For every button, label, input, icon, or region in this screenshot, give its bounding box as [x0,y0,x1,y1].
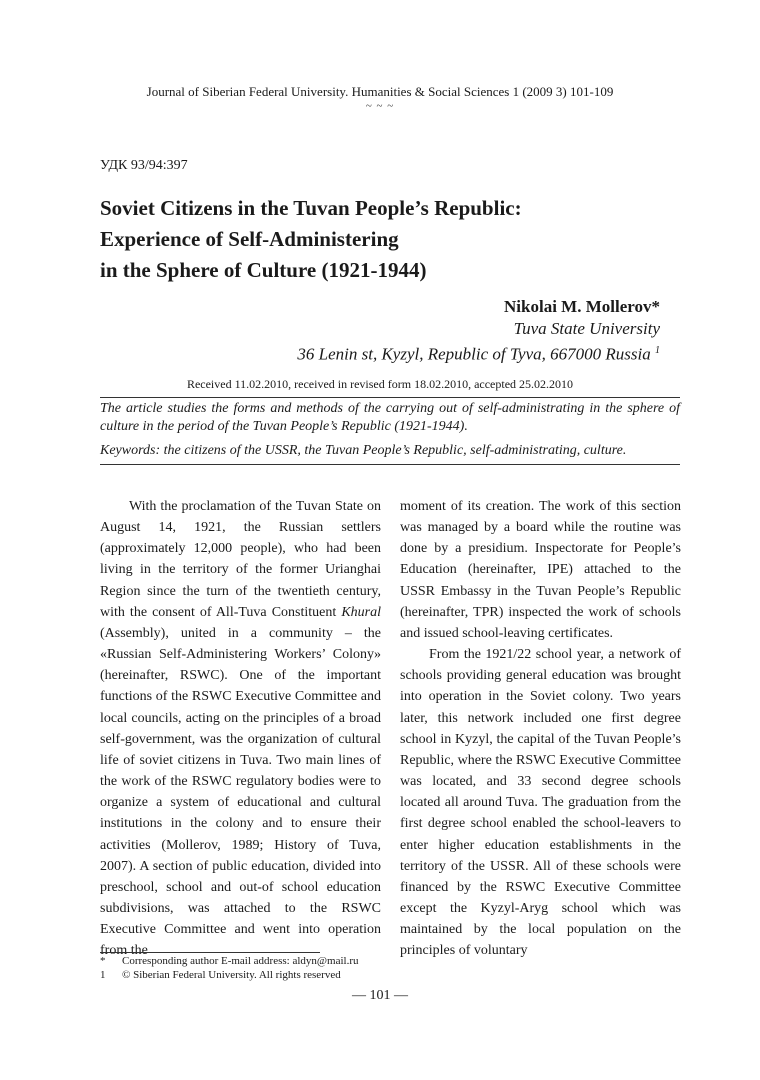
abstract: The article studies the forms and methods of the carrying out of self-administrating in the sphere of culture in the period of the Tuvan People’s Republic (1921-1944). [100,401,680,434]
body-paragraph [100,496,381,961]
khural-term: Khural [341,604,381,620]
abstract-bottom-rule [100,464,680,465]
footnote [100,955,359,968]
footnote-text: © Siberian Federal University. All rights reserved [122,969,341,981]
title-line-3: in the Sphere of Culture (1921-1944) [100,258,427,282]
address-footnote-mark: 1 [655,345,660,356]
col1-text-b: (Assembly), united in a community – the «Russian Self-Administering Workers’ Colony» (hereinafter, RSWC). One of the important functions of the RSWC Executive Committee and local councils, acting on the principles of a broad self-government, was the organization of cultural life of soviet citizens in Tuva. Two main lines of the work of the RSWC regulatory bodies were to organize a system of educational and cultural institutions in the colony and to ensure their activities (Mollerov, 1989; History of Tuva, 2007). A section of public education, divided into preschool, school and out-of school education subdivisions, was attached to the RSWC Executive Committee and went into operation from the [100,625,381,959]
author-address-line [297,340,660,366]
footnote-mark: 1 [100,969,106,981]
footnote-rule [100,952,320,953]
body-column-right [400,496,681,961]
author-block [297,296,660,366]
header-ornament: ~ ~ ~ [365,100,395,112]
abstract-top-rule [100,397,680,398]
col1-text-a: With the proclamation of the Tuvan State on August 14, 1921, the Russian settlers (approximately 12,000 people), who had been living in the territory of the former Urianghai Region since the turn of the twentieth century, with the consent of All-Tuva Constituent [100,499,381,620]
footnote-text: Corresponding author E-mail address: aldyn@mail.ru [122,955,359,967]
body-column-left [100,496,381,961]
author-affiliation: Tuva State University [513,319,660,338]
keywords: Keywords: the citizens of the USSR, the Tuvan People’s Republic, self-administrating, culture. [100,443,627,458]
author-address: 36 Lenin st, Kyzyl, Republic of Tyva, 667000 Russia [297,344,651,364]
footnote [100,969,341,982]
page-number: — 101 — [352,988,408,1003]
journal-header: Journal of Siberian Federal University. Humanities & Social Sciences 1 (2009 3) 101-109 [146,84,614,99]
body-paragraph: From the 1921/22 school year, a network of schools providing general education was brought into operation in the Soviet colony. Two years later, this network included one first degree school in Kyzyl, the capital of the Tuvan People’s Republic, where the RSWC Executive Committee was located, and 33 second degree schools located all around Tuva. The graduation from the first degree school enabled the school-leavers to enter higher education establishments in the territory of the USSR. All of these schools were financed by the RSWC Executive Committee except the Kyzyl-Aryg school which was maintained by the local population on the principles of voluntary [400,647,681,959]
title-line-1: Soviet Citizens in the Tuvan People’s Republic: [100,196,522,220]
author-name: Nikolai M. Mollerov* [504,297,660,316]
article-title [100,193,660,286]
udk-code: УДК 93/94:397 [100,158,188,173]
received-dates: Received 11.02.2010, received in revised form 18.02.2010, accepted 25.02.2010 [186,377,574,391]
footnote-mark: * [100,955,106,967]
title-line-2: Experience of Self-Administering [100,227,399,251]
body-paragraph: moment of its creation. The work of this section was managed by a board while the routine was done by a presidium. Inspectorate for People’s Education (hereinafter, IPE) attached to the USSR Embassy in the Tuvan People’s Republic (hereinafter, TPR) inspected the work of schools and issued school-leaving certificates. [400,499,681,641]
